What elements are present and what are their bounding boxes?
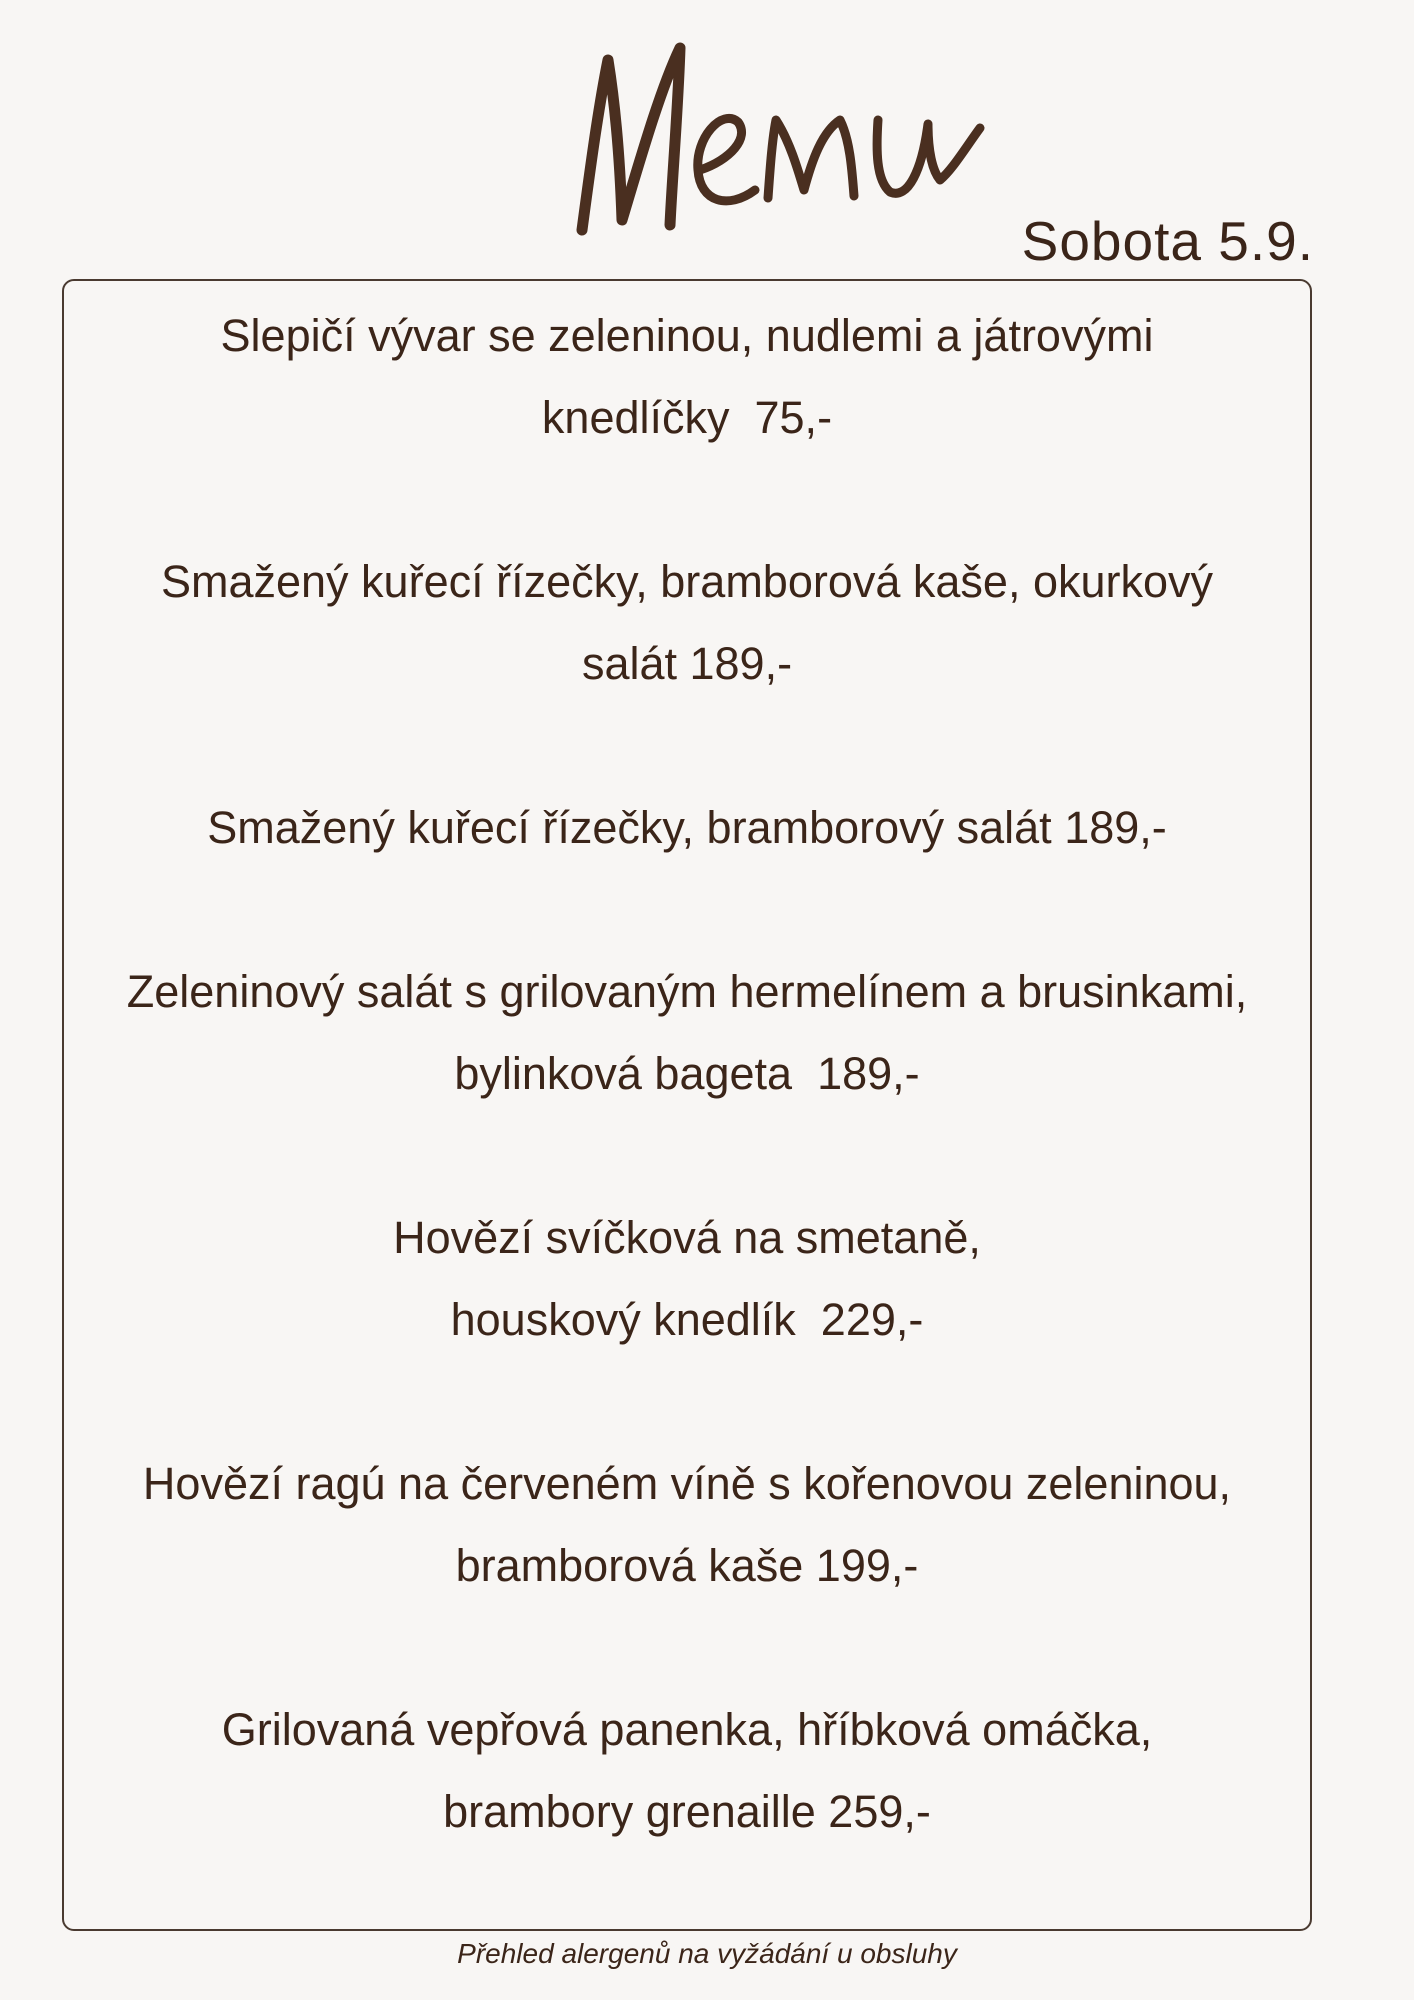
menu-items (62, 295, 1312, 1935)
menu-item (62, 1197, 1312, 1361)
menu-item (62, 1443, 1312, 1607)
menu-item-line: Zeleninový salát s grilovaným hermelínem a brusinkami, (126, 966, 1248, 1017)
menu-item-line: Smažený kuřecí řízečky, bramborová kaše, okurkový (160, 556, 1214, 607)
menu-script-title (560, 20, 1040, 260)
menu-item (62, 1689, 1312, 1853)
menu-item-line: Grilovaná vepřová panenka, hříbková omáčka, (221, 1704, 1153, 1755)
menu-item (62, 951, 1312, 1115)
menu-item-line: houskový knedlík 229,- (450, 1294, 924, 1345)
menu-item (62, 541, 1312, 705)
menu-item-line: Smažený kuřecí řízečky, bramborový salát 189,- (207, 802, 1167, 853)
menu-item-line: Hovězí svíčková na smetaně, (393, 1212, 981, 1263)
menu-title (560, 20, 1040, 260)
menu-item-line: bylinková bageta 189,- (454, 1048, 920, 1099)
menu-item-line: knedlíčky 75,- (541, 392, 833, 443)
menu-item (62, 787, 1312, 869)
menu-item-line: brambory grenaille 259,- (443, 1786, 931, 1837)
menu-date: Sobota 5.9. (1021, 210, 1314, 272)
menu-item-line: Slepičí vývar se zeleninou, nudlemi a játrovými (220, 310, 1154, 361)
allergen-note: Přehled alergenů na vyžádání u obsluhy (457, 1938, 957, 1969)
menu-item-line: bramborová kaše 199,- (455, 1540, 919, 1591)
menu-item (62, 295, 1312, 459)
menu-item-line: salát 189,- (581, 638, 793, 689)
menu-item-line: Hovězí ragú na červeném víně s kořenovou zeleninou, (142, 1458, 1232, 1509)
